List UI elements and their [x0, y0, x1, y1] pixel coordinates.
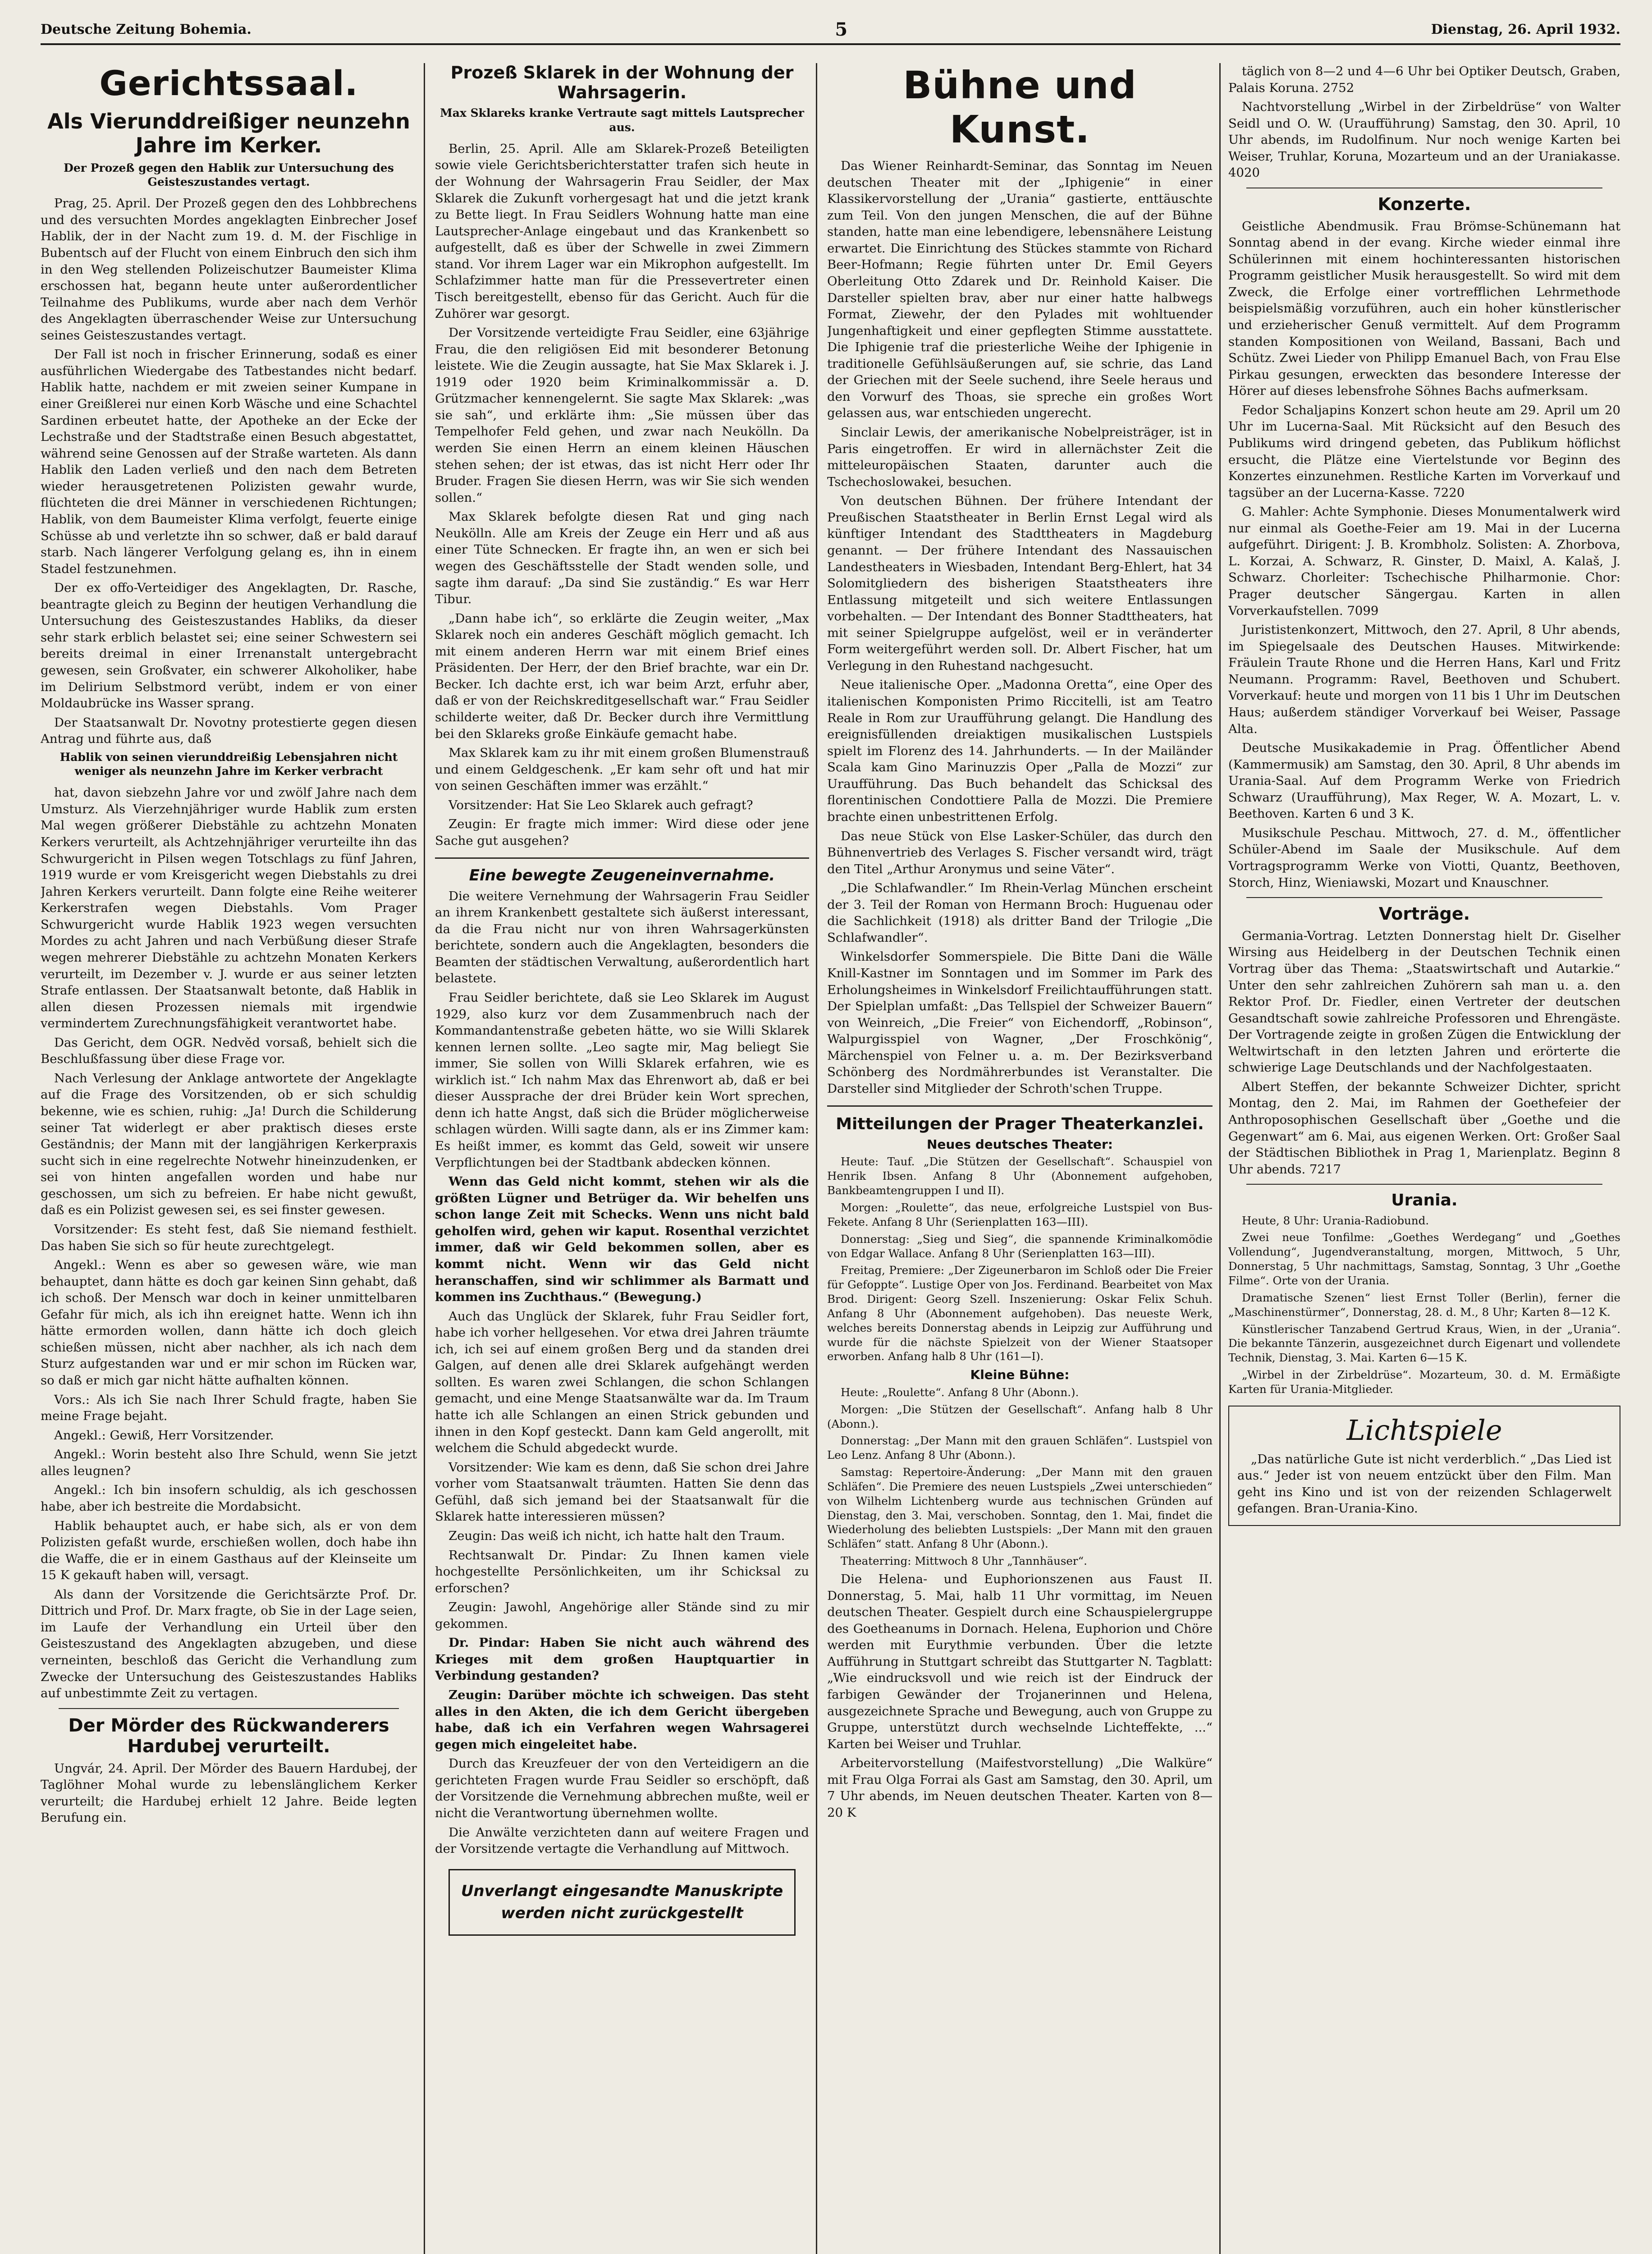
paragraph: Als dann der Vorsitzende die Gerichtsärzte Prof. Dr. Dittrich und Prof. Dr. Marx fragte, ob Sie in der Lage seien, im Laufe der Verhandlung ein Urteil über den Geisteszustand des Angeklagten abzugeben, und diese verneinten, beschloß das Gericht die Verhandlung zum Zwecke der Untersuchung des Geisteszustandes Habliks auf unbestimmte Zeit zu vertagen.: [41, 1587, 417, 1701]
paragraph: Geistliche Abendmusik. Frau Brömse-Schünemann hat Sonntag abend in der evang. Kirche wieder einmal ihre Schülerinnen mit einem hochinteressanten historischen Programm geistlicher Musik herausgestellt. So wird mit dem Zweck, die Erfolge einer vortrefflichen Lehrmethode beispielsmäßig vorzuführen, auch ein hoher künstlerischer und erzieherischer Genuß vermittelt. Auf dem Programm standen Kompositionen von Weiland, Bassani, Bach und Schütz. Zwei Lieder von Philipp Emanuel Bach, von Frau Else Pirkau gesungen, erweckten das besondere Interesse der Hörer auf dieses lebensfrohe Söhnes Bachs aufmerksam.: [1228, 219, 1620, 399]
paragraph: G. Mahler: Achte Symphonie. Dieses Monumentalwerk wird nur einmal als Goethe-Feier am 19. Mai in der Lucerna aufgeführt. Dirigent: J. B. Krombholz. Solisten: A. Zhorbova, L. Korzai, A. Schwarz, R. Ginster, D. Maixl, A. Kalaš, J. Schwarz. Chorleiter: Tschechische Philharmonie. Chor: Prager deutscher Sängergau. Karten in allen Vorverkaufstellen. 7099: [1228, 504, 1620, 618]
divider: [435, 857, 809, 859]
paragraph: Der Fall ist noch in frischer Erinnerung, sodaß es einer ausführlichen Wiedergabe des Tatbestandes nicht bedarf. Hablik hatte, nachdem er mit zweien seiner Kumpane in einer Greißlerei nur einen Korb Wäsche und eine Schachtel Sardinen erbeutet hatte, der Apotheke an der Ecke der Lechstraße und der Stadtstraße einen Besuch abgestattet, während seine Genossen auf der Straße warteten. Als dann Hablik den Laden verließ und den nach dem Betreten wieder herausgetretenen Polizisten gewahr wurde, flüchteten die drei Männer in verschiedenen Richtungen; Hablik, von dem Baumeister Klima verfolgt, feuerte einige Schüsse ab und verletzte ihn so schwer, daß er bald darauf starb. Nach längerer Verfolgung gelang es, ihn in einem Stadel festzunehmen.: [41, 347, 417, 576]
listing-heading: Neues deutsches Theater:: [926, 1136, 1113, 1152]
listing-item: Morgen: „Die Stützen der Gesellschaft“. Anfang halb 8 Uhr (Abonn.).: [827, 1402, 1213, 1430]
paragraph: Der ex offo-Verteidiger des Angeklagten, Dr. Rasche, beantragte gleich zu Beginn der heutigen Verhandlung die Untersuchung des Geisteszustandes Habliks, da dieser sehr stark erblich belastet sei; eine seiner Schwestern sei bereits dreimal in einer Irrenanstalt untergebracht gewesen, sein Großvater, ein schwerer Alkoholiker, habe im Delirium Selbstmord verübt, indem er von einer Moldaubrücke ins Wasser sprang.: [41, 581, 417, 711]
column-rule: [424, 63, 425, 2254]
article-subheadline: Der Prozeß gegen den Hablik zur Untersuchung des Geisteszustandes vertagt.: [64, 161, 394, 189]
paragraph: Zeugin: Er fragte mich immer: Wird diese oder jene Sache gut ausgehen?: [435, 817, 809, 848]
page-number: 5: [835, 18, 848, 40]
listing-item: Morgen: „Roulette“, das neue, erfolgreiche Lustspiel von Bus-Fekete. Anfang 8 Uhr (Serienplatten 163—III).: [827, 1201, 1213, 1228]
paragraph: Rechtsanwalt Dr. Pindar: Zu Ihnen kamen viele hochgestellte Persönlichkeiten, um ihr Schicksal zu erforschen?: [435, 1548, 809, 1595]
listing-item: Theaterring: Mittwoch 8 Uhr „Tannhäuser“.: [841, 1554, 1087, 1568]
paragraph: hat, davon siebzehn Jahre vor und zwölf Jahre nach dem Umsturz. Als Vierzehnjähriger wurde Hablik zum ersten Mal wegen größerer Diebstähle zu achtzehn Monaten Kerkers verurteilt, als Achtzehnjähriger verurteilte ihn das Schwurgericht in Pilsen wegen Totschlags zu fünf Jahren, 1919 wurde er vom Kreisgericht wegen Diebstahls zu drei Jahren Kerkers verurteilt. Dann folgte eine Reihe weiterer Kerkerstrafen wegen Diebstahls. Vom Prager Schwurgericht wurde Hablik 1923 wegen versuchten Mordes zu acht Jahren und nach Verbüßung dieser Strafe wegen mehrerer Diebstähle zu achtzehn Monaten Kerkers verurteilt, im Dezember v. J. wurde er aus seiner letzten Strafe entlassen. Der Staatsanwalt betonte, daß Hablik in allen diesen Prozessen niemals mit irgendwie vermindertem Zurechnungsfähigkeit verantwortet habe.: [41, 785, 417, 1031]
article-headline: Als Vierunddreißiger neunzehn Jahre im Kerker.: [47, 109, 410, 157]
listing-item: Zwei neue Tonfilme: „Goethes Werdegang“ und „Goethes Vollendung“, Jugendveranstaltung, morgen, Mittwoch, 5 Uhr, Donnerstag, 5 Uhr nachmittags, Samstag, Sonntag, 3 Uhr „Goethe Filme“. Orte von der Urania.: [1228, 1231, 1620, 1287]
paragraph: Jurististenkonzert, Mittwoch, den 27. April, 8 Uhr abends, im Spiegelsaale des Deutschen Hauses. Mitwirkende: Fräulein Traute Rhone und die Herren Hans, Karl und Fritz Neumann. Programm: Ravel, Beethoven und Schubert. Vorverkauf: heute und morgen von 11 bis 1 Uhr im Deutschen Haus; außerdem ständiger Vorverkauf bei Weiser, Passage Alta.: [1228, 623, 1620, 736]
divider: [1246, 897, 1602, 898]
issue-date: Dienstag, 26. April 1932.: [1431, 21, 1620, 37]
paragraph: täglich von 8—2 und 4—6 Uhr bei Optiker Deutsch, Graben, Palais Koruna. 2752: [1228, 64, 1620, 95]
paragraph: Angekl.: Wenn es aber so gewesen wäre, wie man behauptet, dann hätte es doch gar keinen Sinn gehabt, daß ich schoß. Der Mensch war doch in keiner unmittelbaren Gefahr für mich, als ich ihn ereignet hatte. Wenn ich ihn hätte ermorden wollen, dann hätte ich doch gleich schießen müssen, nicht aber nachher, als ich nach dem Sturz aufgestanden war und er mir schon im Rücken war, so daß er mich gar nicht hätte aufhalten können.: [41, 1258, 417, 1388]
listing-item: „Wirbel in der Zirbeldrüse“. Mozarteum, 30. d. M. Ermäßigte Karten für Urania-Mitglieder.: [1228, 1368, 1620, 1396]
paragraph: Das neue Stück von Else Lasker-Schüler, das durch den Bühnenvertrieb des Verlages S. Fischer versandt wird, trägt den Titel „Arthur Aronymus und seine Väter“.: [827, 829, 1213, 876]
paragraph: Vors.: Als ich Sie nach Ihrer Schuld fragte, haben Sie meine Frage bejaht.: [41, 1392, 417, 1424]
paragraph: Zeugin: Darüber möchte ich schweigen. Das steht alles in den Akten, die ich dem Gericht übergeben habe, daß ich ein Verfahren wegen Wahrsagerei gegen mich eingeleitet habe.: [435, 1688, 809, 1752]
paragraph: Winkelsdorfer Sommerspiele. Die Bitte Dani die Wälle Knill-Kastner im Sonntagen und im Sommer im Park des Erholungsheimes in Winkelsdorf Freilichtaufführungen statt. Der Spielplan umfaßt: „Das Tellspiel der Schweizer Bauern“ von Weinreich, „Die Freier“ von Eichendorff, „Robinson“, Walpurgisspiel von Wagner, „Der Froschkönig“, Märchenspiel von Felner u. a. m. Der Bezirksverband Schönberg des Nordmährerbundes ist Veranstalter. Die Darsteller sind Mitglieder der Schroth'schen Truppe.: [827, 949, 1213, 1096]
lichtspiele-box: [1228, 1406, 1620, 1526]
column-sklarek: [435, 63, 809, 2254]
paragraph: „Die Schlafwandler.“ Im Rhein-Verlag München erscheint der 3. Teil der Roman von Hermann Broch: Huguenau oder die Sachlichkeit (1918) als dritter Band der Trilogie „Die Schlafwandler“.: [827, 881, 1213, 945]
divider: [1246, 1184, 1602, 1185]
divider: [59, 1708, 399, 1709]
section-headline: Konzerte.: [1377, 194, 1471, 214]
highlighted-quote: Hablik von seinen vierunddreißig Lebensjahren nicht weniger als neunzehn Jahre im Kerker verbracht: [59, 750, 398, 778]
paragraph: Das Wiener Reinhardt-Seminar, das Sonntag im Neuen deutschen Theater mit der „Iphigenie“ in einer Klassikervorstellung der „Urania“ gastierte, enttäuschte zum Teil. Von den jungen Menschen, die auf der Bühne standen, hatte man eine lebendigere, lebensnähere Leistung erwartet. Die Einrichtung des Stückes stammte von Richard Beer-Hofmann; Regie führten unter Dr. Emil Geyers Oberleitung Otto Zdarek und Dr. Reinhold Kaiser. Die Darsteller spielten brav, aber nur einer hatte halbwegs Format, Ziewehr, der den Pylades mit wohltuender Jungenhaftigkeit und einer gepflegten Stimme ausstattete. Die Iphigenie traf die priesterliche Weihe der Iphigenie in traditionelle Gefühlsäußerungen auf, sie schrie, das Land der Griechen mit der Seele suchend, ihre Seele heraus und den Vorwurf des Thoas, sie spreche ein großes Wort gelassen aus, war entschieden ungerecht.: [827, 159, 1213, 421]
paragraph: Frau Seidler berichtete, daß sie Leo Sklarek im August 1929, also kurz vor dem Zusammenbruch nach der Kommandantenstraße gebeten hätte, wo sie Willi Sklarek kennen lernen sollte. „Leo sagte mir, Mag beliegt Sie immer, Sie sollen von Willi Sklarek erfahren, wie es wirklich ist.“ Ich nahm Max das Ehrenwort ab, daß er bei dieser Aussprache der drei Brüder kein Wort sprechen, denn ich hatte Angst, daß sich die Brüder möglicherweise schlagen würden. Willi sagte dann, als er ins Zimmer kam: Es heißt immer, es kommt das Geld, soweit wir unsere Verpflichtungen bei der Stadtbank abdecken können.: [435, 990, 809, 1170]
column-rule: [816, 63, 817, 2254]
section-headline: Mitteilungen der Prager Theaterkanzlei.: [836, 1114, 1204, 1133]
paragraph: Zeugin: Das weiß ich nicht, ich hatte halt den Traum.: [448, 1528, 785, 1543]
paragraph: Der Vorsitzende verteidigte Frau Seidler, eine 63jährige Frau, die den religiösen Eid mit besonderer Betonung leistete. Wie die Zeugin aussagte, hat Sie Max Sklarek i. J. 1919 oder 1920 beim Kriminalkommissär a. D. Grützmacher kennengelernt. Sie sagte Max Sklarek: „was sie sah“, und erklärte ihm: „Sie müssen über das Tempelhofer Feld gehen, und zwar nach Neukölln. Da werden Sie einen Herrn an einem kleinen Häuschen stehen sehen; der ist etwas, das ist nicht Herr oder Ihr Bruder. Fragen Sie diesen Herrn, was wir Sie sich wenden sollen.“: [435, 325, 809, 505]
paragraph: Albert Steffen, der bekannte Schweizer Dichter, spricht Montag, den 2. Mai, im Rahmen der Goethefeier der Anthroposophischen Gesellschaft über „Goethe und die Gegenwart“ am 6. Mai, aus eigenen Werken. Ort: Großer Saal der Städtischen Bibliothek in Prag 1, Marienplatz. Beginn 8 Uhr abends. 7217: [1228, 1079, 1620, 1177]
paragraph: Durch das Kreuzfeuer der von den Verteidigern an die gerichteten Fragen wurde Frau Seidler so erschöpft, daß der Vorsitzende die Vernehmung abbrechen mußte, weil er nicht die Verantwortung übernehmen wollte.: [435, 1756, 809, 1820]
paragraph: Musikschule Peschau. Mittwoch, 27. d. M., öffentlicher Schüler-Abend im Saale der Musikschule. Auf dem Vortragsprogramm Werke von Viotti, Quantz, Beethoven, Storch, Hinz, Wieniawski, Mozart und Knauschner.: [1228, 825, 1620, 890]
column-konzerte: [1228, 63, 1620, 2254]
paragraph: Angekl.: Ich bin insofern schuldig, als ich geschossen habe, aber ich bestreite die Mordabsicht.: [41, 1483, 417, 1514]
listing-item: Donnerstag: „Der Mann mit den grauen Schläfen“. Lustspiel von Leo Lenz. Anfang 8 Uhr (Abonn.).: [827, 1434, 1213, 1462]
listing-item: Künstlerischer Tanzabend Gertrud Kraus, Wien, in der „Urania“. Die bekannte Tänzerin, ausgezeichnet durch Eigenart und vollendete Technik, Dienstag, 3. Mai. Karten 6—15 K.: [1228, 1322, 1620, 1365]
listing-item: Dramatische Szenen“ liest Ernst Toller (Berlin), ferner die „Maschinenstürmer“, Donnerstag, 28. d. M., 8 Uhr; Karten 8—12 K.: [1228, 1291, 1620, 1319]
paragraph: Vorsitzender: Es steht fest, daß Sie niemand festhielt. Das haben Sie sich so für heute zurechtgelegt.: [41, 1222, 417, 1253]
paragraph: „Das natürliche Gute ist nicht verderblich.“ „Das Lied ist aus.“ Jeder ist von neuem entzückt über den Film. Man geht ins Kino und ist von der reizenden Schlagerwelt gefangen. Bran-Urania-Kino.: [1237, 1452, 1611, 1516]
paragraph: Fedor Schaljapins Konzert schon heute am 29. April um 20 Uhr im Lucerna-Saal. Mit Rücksicht auf den Besuch des Publikums wird dringend gebeten, das Publikum höflichst ersucht, die Plätze eine Viertelstunde vor Beginn des Konzertes einzunehmen. Restliche Karten im Vorverkauf und tagsüber an der Lucerna-Kasse. 7220: [1228, 403, 1620, 500]
section-headline: Urania.: [1391, 1191, 1458, 1210]
paragraph: Angekl.: Gewiß, Herr Vorsitzender.: [54, 1428, 274, 1443]
listing-heading: Kleine Bühne:: [970, 1367, 1070, 1383]
paragraph: Der Staatsanwalt Dr. Novotny protestierte gegen diesen Antrag und führte aus, daß: [41, 715, 417, 747]
paragraph: Sinclair Lewis, der amerikanische Nobelpreisträger, ist in Paris eingetroffen. Er wird in allernächster Zeit die mitteleuropäischen Staaten, darunter auch die Tschechoslowakei, besuchen.: [827, 425, 1213, 489]
section-title: Gerichtssaal.: [99, 63, 358, 103]
paragraph: Max Sklarek befolgte diesen Rat und ging nach Neukölln. Alle am Kreis der Zeuge ein Herr und aß aus einer Tüte Schnecken. Er fragte ihn, an wen er sich bei wegen des Geschäftsstelle der Stadt wenden solle, und sagte ihm darauf: „Da sind Sie zuständig.“ Es war Herr Tibur.: [435, 509, 809, 607]
paragraph: Von deutschen Bühnen. Der frühere Intendant der Preußischen Staatstheater in Berlin Ernst Legal wird als künftiger Intendant des Stadttheaters in Magdeburg genannt. — Der frühere Intendant des Nassauischen Landestheaters in Wiesbaden, Intendant Berg-Ehlert, hat 34 Solomitgliedern des bisherigen Staatstheaters ihre Entlassung mitgeteilt und sich weitere Entlassungen vorbehalten. — Der Intendant des Bonner Stadttheaters, hat mit seiner Spielgruppe aufgelöst, weil er in veränderter Form weitergeführt werden soll. Dr. Albert Fischer, hat um Verlegung in den Ruhestand nachgesucht.: [827, 494, 1213, 673]
column-buehne-und-kunst: [827, 63, 1213, 2254]
paragraph: Auch das Unglück der Sklarek, fuhr Frau Seidler fort, habe ich vorher hellgesehen. Vor etwa drei Jahren träumte ich, ich sei auf einem großen Berg und da standen drei Galgen, auf denen alle drei Sklarek aufgehängt werden sollten. Es waren zwei Schlangen, die schon Schlangen gemacht, und eine Menge Staatsanwälte war da. Im Traum hatte ich alle Schlangen an einen Strick gebunden und ihnen in den Kopf gesteckt. Dann kam Geld angerollt, mit welchem die Schuld abgedeckt wurde.: [435, 1309, 809, 1456]
listing-item: Heute, 8 Uhr: Urania-Radiobund.: [1242, 1214, 1429, 1227]
listing-item: Freitag, Premiere: „Der Zigeunerbaron im Schloß oder Die Freier für Gefoppte“. Lustige Oper von Jos. Ferdinand. Bearbeitet von Max Brod. Dirigent: Georg Szell. Inszenierung: Oskar Felix Schuh. Anfang 8 Uhr (Abonnement aufgehoben). Das neueste Werk, welches bereits Donnerstag abends in Leipzig zur Aufführung und wurde für die nächste Spielzeit von der Wiener Staatsoper erworben. Anfang halb 8 Uhr (161—I).: [827, 1264, 1213, 1363]
paragraph: Berlin, 25. April. Alle am Sklarek-Prozeß Beteiligten sowie viele Gerichtsberichterstatter trafen sich heute in der Wohnung der Wahrsagerin Frau Seidler, der Max Sklarek die Zukunft vorhergesagt hat und die jetzt krank zu Bette liegt. In Frau Seidlers Wohnung hatte man eine Lautsprecher-Anlage eingebaut und das Krankenbett so aufgestellt, daß es über der Schwelle in zwei Zimmern stand. Vor ihrem Lager war ein Mikrophon aufgestellt. Im Schlafzimmer hatte man für die Pressevertreter einen Tisch bereitgestellt, ebenso für das Gericht. Auch für die Zuhörer war gesorgt.: [435, 141, 809, 321]
paragraph: Max Sklarek kam zu ihr mit einem großen Blumenstrauß und einem Geldgeschenk. „Er kam sehr oft und hat mir von seinen Geschäften immer was erzählt.“: [435, 746, 809, 793]
paragraph: „Dann habe ich“, so erklärte die Zeugin weiter, „Max Sklarek noch ein anderes Geschäft möglich gemacht. Ich mit einem anderen Herrn war mit einem Brief eines Präsidenten. Der Herr, der den Brief brachte, war ein Dr. Becker. Ich dachte erst, ich war beim Arzt, erfuhr aber, daß er von der Reichskreditgesellschaft war.“ Frau Seidler schilderte weiter, daß Dr. Becker durch ihre Vermittlung bei den Sklareks große Einkäufe gemacht habe.: [435, 611, 809, 741]
paragraph: Nachtvorstellung „Wirbel in der Zirbeldrüse“ von Walter Seidl und O. W. (Uraufführung) Samstag, den 30. April, 10 Uhr abends, im Rudolfinum. Nur noch wenige Karten bei Weiser, Truhlar, Koruna, Mozarteum und an der Uraniakasse. 4020: [1228, 100, 1620, 180]
article-headline: Prozeß Sklarek in der Wohnung der Wahrsagerin.: [450, 63, 794, 102]
paragraph: Vorsitzender: Wie kam es denn, daß Sie schon drei Jahre vorher vom Staatsanwalt träumten. Hatten Sie denn das Gefühl, daß sich jemand bei der Staatsanwalt für die Sklarek hatte interessieren müssen?: [435, 1460, 809, 1524]
listing-item: Donnerstag: „Sieg und Sieg“, die spannende Kriminalkomödie von Edgar Wallace. Anfang 8 Uhr (Serienplatten 163—III).: [827, 1232, 1213, 1260]
paragraph: Vorsitzender: Hat Sie Leo Sklarek auch gefragt?: [448, 797, 753, 812]
listing-item: Heute: „Roulette“. Anfang 8 Uhr (Abonn.).: [841, 1385, 1079, 1399]
paragraph: Nach Verlesung der Anklage antwortete der Angeklagte auf die Frage des Vorsitzenden, ob er sich schuldig bekenne, wie es schien, ruhig: „Ja! Durch die Schilderung seiner Tat widerlegt er aber praktisch dieses erste Geständnis; der Mann mit der langjährigen Kerkerpraxis sucht sich in eine regelrechte Notwehr hineinzudenken, er sei von hinten angefallen worden und habe nur geschossen, um sich zu befreien. Er habe nicht gewußt, daß es ein Polizist gewesen sei, es sei finster gewesen.: [41, 1071, 417, 1218]
column-gerichtssaal: [41, 63, 417, 2254]
paragraph: Zeugin: Jawohl, Angehörige aller Stände sind zu mir gekommen.: [435, 1600, 809, 1631]
masthead: Deutsche Zeitung Bohemia.: [41, 21, 252, 37]
paragraph: Hablik behauptet auch, er habe sich, als er von dem Polizisten gefaßt wurde, erschießen wollen, doch habe ihn die Waffe, die er in einem Gasthaus auf der Kleinseite um 15 K gekauft haben will, versagt.: [41, 1518, 417, 1583]
paragraph: Prag, 25. April. Der Prozeß gegen den des Lohbbrechens und des versuchten Mordes angeklagten Einbrecher Josef Hablik, der in der Nacht zum 19. d. M. der Fischlige in Bubentsch auf der Flucht von einem Einbruch den sich ihm in den Weg stellenden Polizeischutzer Baumeister Klima erschossen hat, begann heute unter außerordentlicher Teilnahme des Publikums, wurde aber nach dem Verhör des Angeklagten überraschender Weise zur Untersuchung seines Geisteszustandes vertagt.: [41, 196, 417, 343]
section-title: Bühne und Kunst.: [903, 63, 1137, 151]
listing-item: Samstag: Repertoire-Änderung: „Der Mann mit den grauen Schläfen“. Die Premiere des neuen Lustspiels „Zwei unterschieden“ von Wilhelm Lichtenberg wurde aus technischen Gründen auf Dienstag, den 3. Mai, verschoben. Sonntag, den 1. Mai, findet die Wiederholung des beliebten Lustspiels: „Der Mann mit den grauen Schläfen“ statt. Anfang 8 Uhr (Abonn.).: [827, 1466, 1213, 1551]
bold-quote: Wenn das Geld nicht kommt, stehen wir als die größten Lügner und Betrüger da. Wir behelfen uns schon lange Zeit mit Schecks. Wenn uns nicht bald geholfen wird, gehen wir kaput. Rosenthal verzichtet immer, daß wir Geld bekommen sollen, aber es kommt nicht. Wenn wir das Geld nicht heranschaffen, sind wir schlimmer als Barmatt und kommen ins Zuchthaus.“ (Bewegung.): [435, 1174, 809, 1305]
column-rule: [1219, 63, 1221, 2254]
paragraph: Ungvár, 24. April. Der Mörder des Bauern Hardubej, der Taglöhner Mohal wurde zu lebenslänglichem Kerker verurteilt; die Hardubej erhielt 12 Jahre. Beide legten Berufung ein.: [41, 1761, 417, 1825]
paragraph: Neue italienische Oper. „Madonna Oretta“, eine Oper des italienischen Komponisten Primo Riccitelli, ist am Teatro Reale in Rom zur Uraufführung gelangt. Die Handlung des ereignisfüllenden dreiaktigen musikalischen Lustspiels spielt im Florenz des 14. Jahrhunderts. — In der Mailänder Scala kam Gino Marinuzzis Oper „Palla de Mozzi“ zur Uraufführung. Das Buch behandelt das Schicksal des florentinischen Condottiere Palla de Mozzi. Die Premiere brachte einen unbestrittenen Erfolg.: [827, 678, 1213, 824]
paragraph: Arbeitervorstellung (Maifestvorstellung) „Die Walküre“ mit Frau Olga Forrai als Gast am Samstag, den 30. April, um 7 Uhr abends, im Neuen deutschen Theater. Karten von 8—20 K: [827, 1756, 1213, 1820]
paragraph: Dr. Pindar: Haben Sie nicht auch während des Krieges mit dem großen Hauptquartier in Verbindung gestanden?: [435, 1636, 809, 1683]
notice-text: Unverlangt eingesandte Manuskripte werden nicht zurückgestellt: [461, 1882, 783, 1922]
paragraph: Das Gericht, dem OGR. Nedvěd vorsaß, behielt sich die Beschlußfassung über diese Frage vor.: [41, 1035, 417, 1067]
paragraph: Die weitere Vernehmung der Wahrsagerin Frau Seidler an ihrem Krankenbett gestaltete sich äußerst interessant, da die Frau nicht nur von ihren Wahrsagerkünsten berichtete, sondern auch die Angeklagten, besonders die Beamten der städtischen Verwaltung, außerordentlich hart belastete.: [435, 889, 809, 986]
paragraph: Die Anwälte verzichteten dann auf weitere Fragen und der Vorsitzende vertagte die Verhandlung auf Mittwoch.: [435, 1825, 809, 1856]
listing-item: Heute: Tauf. „Die Stützen der Gesellschaft“. Schauspiel von Henrik Ibsen. Anfang 8 Uhr (Abonnement aufgehoben, Bankbeamtengruppen I und II).: [827, 1155, 1213, 1197]
paragraph: Angekl.: Worin besteht also Ihre Schuld, wenn Sie jetzt alles leugnen?: [41, 1447, 417, 1478]
divider: [827, 1105, 1213, 1107]
editorial-notice-box: [448, 1869, 796, 1936]
section-headline: Vorträge.: [1378, 904, 1470, 924]
theater-listings: [827, 1137, 1213, 1568]
paragraph: Die Helena- und Euphorionszenen aus Faust II. Donnerstag, 5. Mai, halb 11 Uhr vormittag, im Neuen deutschen Theater. Gespielt durch eine Schauspielergruppe des Goetheanums in Dornach. Helena, Euphorion und Chöre werden mit Eurythmie verbunden. Über die letzte Aufführung in Stuttgart schreibt das Stuttgarter N. Tagblatt: „Wie eindrucksvoll und wie reich ist der Eindruck der farbigen Gewänder der Trojanerinnen und Helena, ausgezeichnete Sprache und Bewegung, auch von Gruppe zu Gruppe, unterstützt durch wechselnde Lichteffekte, ...“ Karten bei Weiser und Truhlar.: [827, 1572, 1213, 1751]
article-headline: Der Mörder des Rückwanderers Hardubej verurteilt.: [68, 1715, 389, 1757]
paragraph: Deutsche Musikakademie in Prag. Öffentlicher Abend (Kammermusik) am Samstag, den 30. April, 8 Uhr abends im Urania-Saal. Auf dem Programm Werke von Friedrich Schwarz (Uraufführung), Max Reger, W. A. Mozart, L. v. Beethoven. Karten 6 und 3 K.: [1228, 741, 1620, 821]
page-header: [41, 15, 1620, 45]
article-headline: Eine bewegte Zeugeneinvernahme.: [469, 866, 775, 884]
paragraph: Germania-Vortrag. Letzten Donnerstag hielt Dr. Giselher Wirsing aus Heidelberg in der Deutschen Technik einen Vortrag über das Thema: „Staatswirtschaft und Autarkie.“ Unter den sehr zahlreichen Zuhörern sah man u. a. den Rektor Prof. Dr. Fiedler, einen Vertreter der deutschen Gesandtschaft sowie zahlreiche Professoren und Ehrengäste. Der Vortragende zeigte in großen Zügen die Entwicklung der Weltwirtschaft in den letzten Jahren und erörterte die schwierige Lage Deutschlands und der Nachfolgestaaten.: [1228, 928, 1620, 1075]
urania-listings: [1228, 1214, 1620, 1397]
section-headline: Lichtspiele: [1346, 1413, 1502, 1447]
article-subheadline: Max Sklareks kranke Vertraute sagt mittels Lautsprecher aus.: [440, 106, 804, 134]
